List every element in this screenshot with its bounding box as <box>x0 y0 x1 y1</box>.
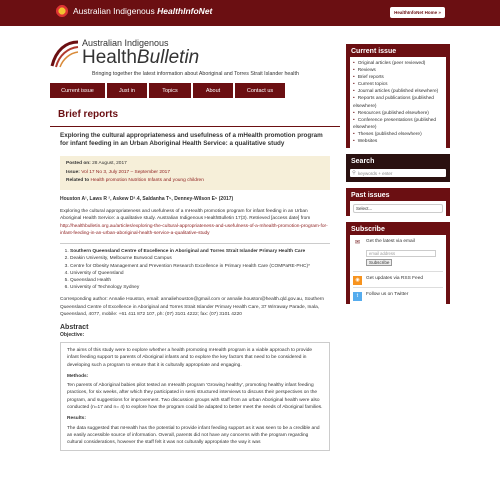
email-field[interactable]: email address <box>366 250 436 257</box>
divider <box>353 266 443 272</box>
results-text: The data suggested that mHealth has the potential to provide infant feeding support as it was seen to be a credible and an easily accessible source of information. Overall, parents did not have any concerns with the program regarding cultural considerations, however the staff felt it was not culturally appropriate the way it was <box>67 425 320 446</box>
bulletin-logo-line1: Australian Indigenous <box>82 38 169 48</box>
affiliation-item: 1. Southern Queensland Centre of Excellence in Aboriginal and Torres Strait Islander Primary Health Care <box>70 248 330 255</box>
past-issues-title: Past issues <box>351 192 390 200</box>
site-title: Australian Indigenous HealthInfoNet <box>73 6 213 16</box>
methods-text: Ten parents of Aboriginal babies pilot tested an mHealth program 'Growing healthy', promoting healthy infant feeding practices, for six weeks, after which they participated in semi structured interviews to discuss their perspectives on the program, and suggestions for improvement. Two discussion groups with staff from an urban Aboriginal health were also conducted (n=17 and n= 4) to explore how the program could be adapted to better meet the needs of Aboriginal families. <box>67 383 323 410</box>
affiliation-item: 5. Queensland Health <box>70 277 330 284</box>
sidebar-item-conference[interactable]: • Conference presentations (published elsewhere) <box>353 117 443 131</box>
issue-label: Issue: <box>66 169 80 175</box>
tagline: Bringing together the latest information about Aboriginal and Torres Strait Islander health <box>92 71 299 77</box>
envelope-icon: ✉ <box>354 240 361 247</box>
nav-contact-us[interactable]: Contact us <box>235 83 285 98</box>
nav-just-in[interactable]: Just in <box>107 83 147 98</box>
past-issues-panel <box>346 188 450 216</box>
posted-date: 28 August, 2017 <box>92 161 127 167</box>
citation-link[interactable]: http://healthbulletin.org.au/articles/exploring-the-cultural-appropriateness-and-usefulness-of-a-mhealth-promotion-program-for-infant-feeding-in-an-urban-aboriginal-health-service-a-qualitative-study <box>60 223 328 236</box>
divider <box>60 243 330 244</box>
search-panel <box>346 154 450 182</box>
methods-label: Methods: <box>67 373 89 379</box>
objective-text: The aims of this study were to explore whether a health promoting mHealth program is a viable approach to provide infant feeding support to parents of Aboriginal infants and to explore the key factors that need to be considered in developing such a program to ensure that it is culturally appropriate and engaging. <box>67 347 313 368</box>
sidebar-item-theses[interactable]: • Theses (published elsewhere) <box>353 131 443 138</box>
sidebar-item-original-articles[interactable]: • Original articles (peer reviewed) <box>353 60 443 67</box>
affiliation-item: 3. Centre for Obesity Management and Prevention Research Excellence in Primary Health Care (COMPaRE-PHC)* <box>70 263 330 270</box>
subscribe-title: Subscribe <box>351 226 385 234</box>
twitter-link[interactable]: t Follow us on Twitter <box>353 292 443 301</box>
search-placeholder: keywords + enter <box>358 170 393 176</box>
related-topics-link[interactable]: Health promotion Nutrition Infants and young children <box>90 178 204 184</box>
past-issues-select[interactable]: Select... <box>353 204 443 213</box>
subscribe-panel <box>346 222 450 304</box>
twitter-icon: t <box>353 292 362 301</box>
page-title: Brief reports <box>58 109 119 120</box>
search-title: Search <box>351 158 375 166</box>
issue-link[interactable]: Vol 17 No 3, July 2017 – September 2017 <box>81 169 171 175</box>
rss-icon: ◉ <box>353 276 362 285</box>
sidebar-item-brief-reports[interactable]: • Brief reports <box>353 74 443 81</box>
citation: Exploring the cultural appropriateness and usefulness of a mHealth promotion program for infant feeding in an Urban Aboriginal Health Service: a qualitative study. Australian Indigenous HealthBulletin 17(3). Retrieved [access date] from http://healthbulletin.org.au/articles/exploring-the-cultural-appropriateness-and-usefulness-of-a-mhealth-promotion-program-for-infant-feeding-in-an-urban-aboriginal-health-service-a-qualitative-study <box>60 208 328 236</box>
main-content <box>50 104 340 451</box>
nav-current-issue[interactable]: Current issue <box>50 83 105 98</box>
email-subscribe-row: ✉ Get the latest via email <box>354 239 415 247</box>
sidebar-item-websites[interactable]: • Websites <box>353 138 443 145</box>
search-icon: ⚲ <box>352 170 356 177</box>
current-issue-panel <box>346 44 450 148</box>
bulletin-logo-icon <box>50 40 80 68</box>
site-logo-icon <box>55 4 69 18</box>
sidebar-item-resources[interactable]: • Resources (published elsewhere) <box>353 110 443 117</box>
home-button[interactable]: HealthInfoNet Home » <box>390 7 445 18</box>
sidebar-item-reports[interactable]: • Reports and publications (published elsewhere) <box>353 95 443 109</box>
divider <box>50 126 340 127</box>
affiliations-list <box>70 248 330 291</box>
current-issue-list <box>353 60 443 145</box>
authors: Houston A¹, Laws R ², Askew D³˒4, Saldanha T⁵, Denney-Wilson E⁵ (2017) <box>60 195 234 202</box>
rss-link[interactable]: ◉ Get updates via RSS Feed <box>353 276 443 285</box>
sidebar-item-journal-articles[interactable]: • Journal articles (published elsewhere) <box>353 88 443 95</box>
search-input[interactable] <box>350 169 446 177</box>
related-label: Related to <box>66 178 90 184</box>
subscribe-button[interactable]: Subscribe <box>366 259 392 266</box>
affiliation-item: 6. University of Technology Sydney <box>70 284 330 291</box>
results-label: Results: <box>67 416 86 422</box>
top-bar <box>0 0 500 26</box>
nav-about[interactable]: About <box>193 83 233 98</box>
article-meta <box>60 156 330 190</box>
sidebar-item-reviews[interactable]: • Reviews <box>353 67 443 74</box>
site-logo-link[interactable] <box>55 4 212 18</box>
sidebar <box>346 44 450 310</box>
main-nav <box>50 83 287 98</box>
sidebar-item-current-topics[interactable]: • Current topics <box>353 81 443 88</box>
article-title: Exploring the cultural appropriateness and usefulness of a mHealth promotion program for infant feeding in an Urban Aboriginal Health Service: a qualitative study <box>60 132 323 148</box>
affiliation-item: 2. Deakin University, Melbourne Burwood Campus <box>70 255 330 262</box>
abstract-box <box>60 342 330 452</box>
corresponding-author: Corresponding author: Annalie Houston, email: annaliehouston@gmail.com or annalie.houston@health.qld.gov.au, Southern Queensland Centre of Excellence in Aboriginal and Torres Strait Islander Primary Health Care, 37 Wirraway Parade, Inala, Queensland, 4077, mobile: +61 411 872 107, ph: (07) 3101 4222; fax: (07) 3101 4220 <box>60 297 325 317</box>
current-issue-title: Current issue <box>351 48 397 55</box>
posted-label: Posted on: <box>66 161 91 167</box>
abstract-heading: Abstract <box>60 323 89 331</box>
affiliation-item: 4. University of Queensland <box>70 270 330 277</box>
objective-label: Objective: <box>60 331 85 338</box>
bulletin-logo-line2: HealthBulletin <box>82 47 200 68</box>
nav-topics[interactable]: Topics <box>149 83 191 98</box>
divider <box>353 285 443 288</box>
